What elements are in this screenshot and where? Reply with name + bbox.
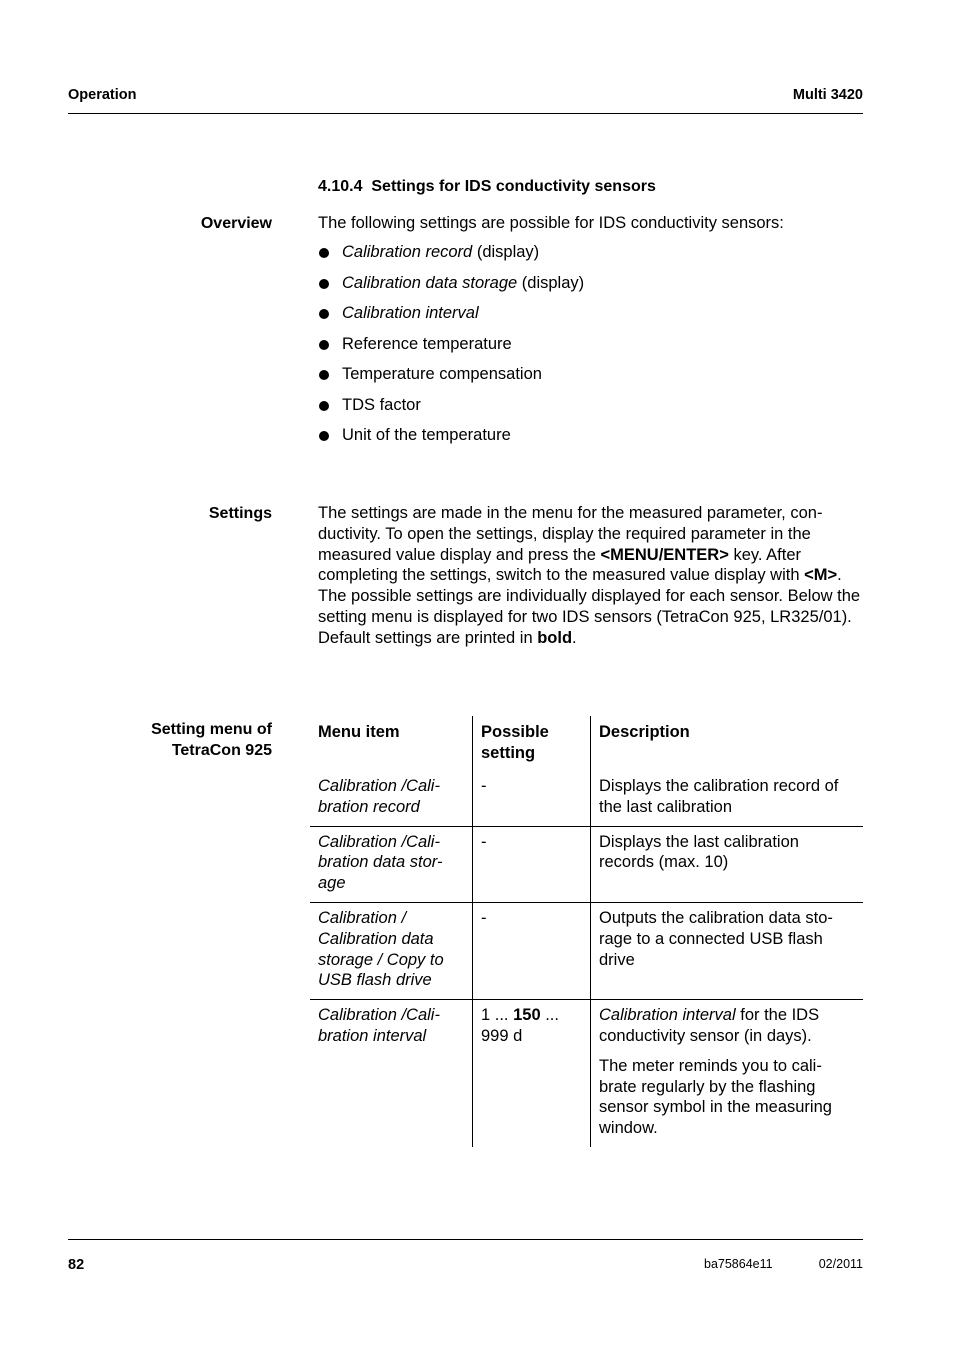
running-header-chapter: Operation xyxy=(68,87,137,103)
table-row xyxy=(310,1000,863,1147)
column-header-possible-setting: Possible setting xyxy=(473,716,591,771)
list-item xyxy=(318,425,584,456)
bullet-icon xyxy=(319,431,329,441)
document-id: ba75864e11 xyxy=(704,1257,773,1271)
description-cell: Outputs the calibration data sto-rage to a connected USB flash drive xyxy=(591,902,864,999)
list-item xyxy=(318,273,584,304)
bullet-icon xyxy=(319,309,329,319)
bullet-icon xyxy=(319,370,329,380)
list-item xyxy=(318,242,584,273)
table-row xyxy=(310,902,863,999)
possible-setting-cell: - xyxy=(473,771,591,826)
table-row xyxy=(310,771,863,826)
settings-paragraph-3: Default settings are printed in bold. xyxy=(318,628,577,647)
list-item-text: Unit of the temperature xyxy=(342,426,511,444)
setting-menu-table xyxy=(310,716,863,1147)
table-row xyxy=(310,826,863,902)
list-item-text: Calibration data storage (display) xyxy=(342,273,585,292)
settings-description xyxy=(318,503,863,649)
possible-setting-cell: - xyxy=(473,902,591,999)
overview-label: Overview xyxy=(200,215,272,232)
list-item-text: Calibration record (display) xyxy=(342,243,540,261)
section-heading xyxy=(318,178,656,196)
section-title: Settings for IDS conductivity sensors xyxy=(371,178,656,195)
list-item xyxy=(318,334,584,365)
list-item xyxy=(318,364,584,395)
menu-item-cell: Calibration / Calibration data storage / Copy to USB flash drive xyxy=(310,902,473,999)
footer-rule xyxy=(68,1239,863,1240)
header-rule xyxy=(68,113,863,114)
list-item xyxy=(318,395,584,426)
possible-setting-cell: - xyxy=(473,826,591,902)
bullet-icon xyxy=(319,279,329,289)
list-item xyxy=(318,303,584,334)
menu-item-cell: Calibration /Cali-bration record xyxy=(318,777,440,816)
description-cell: Displays the last calibration records (max. 10) xyxy=(591,826,864,902)
running-header-product: Multi 3420 xyxy=(792,87,863,103)
list-item-text: Reference temperature xyxy=(342,334,512,353)
column-header-menu-item: Menu item xyxy=(318,723,400,741)
settings-paragraph-1: The settings are made in the menu for the measured parameter, con-ductivity. To open the settings, display the required parameter in the measured value display and press the <MENU/ENTER> key. After completing the settings, switch to the measured value display with <M>. xyxy=(318,504,842,585)
overview-intro: The following settings are possible for IDS conductivity sensors: xyxy=(318,214,784,232)
column-header-description: Description xyxy=(591,716,864,771)
document-date: 02/2011 xyxy=(818,1257,863,1271)
description-cell: Displays the calibration record of the last calibration xyxy=(591,771,864,826)
description-cell: Calibration interval for the IDS conductivity sensor (in days). The meter reminds you to cali-brate regularly by the flashing sensor symbol in the measuring window. xyxy=(591,1000,864,1147)
menu-enter-key: <MENU/ENTER> xyxy=(600,545,729,564)
table-header-row xyxy=(310,716,863,771)
possible-setting-cell: 1 ... 150 ... 999 d xyxy=(473,1000,591,1147)
bullet-icon xyxy=(319,401,329,411)
bullet-icon xyxy=(319,248,329,258)
list-item-text: Calibration interval xyxy=(342,304,479,322)
page-number: 82 xyxy=(68,1257,85,1273)
settings-paragraph-2: The possible settings are individually displayed for each sensor. Below the setting menu is displayed for two IDS sensors (TetraCon 925, LR325/01). xyxy=(318,587,861,626)
bullet-icon xyxy=(319,340,329,350)
list-item-text: Temperature compensation xyxy=(342,365,542,383)
section-number: 4.10.4 xyxy=(318,178,363,195)
list-item-text: TDS factor xyxy=(342,395,421,414)
setting-menu-label: Setting menu of TetraCon 925 xyxy=(151,721,272,759)
settings-label: Settings xyxy=(208,505,272,522)
menu-item-cell: Calibration /Cali-bration data stor-age xyxy=(310,826,473,902)
menu-item-cell: Calibration /Cali-bration interval xyxy=(310,1000,473,1147)
m-key: <M> xyxy=(804,566,838,585)
overview-list xyxy=(318,242,584,456)
